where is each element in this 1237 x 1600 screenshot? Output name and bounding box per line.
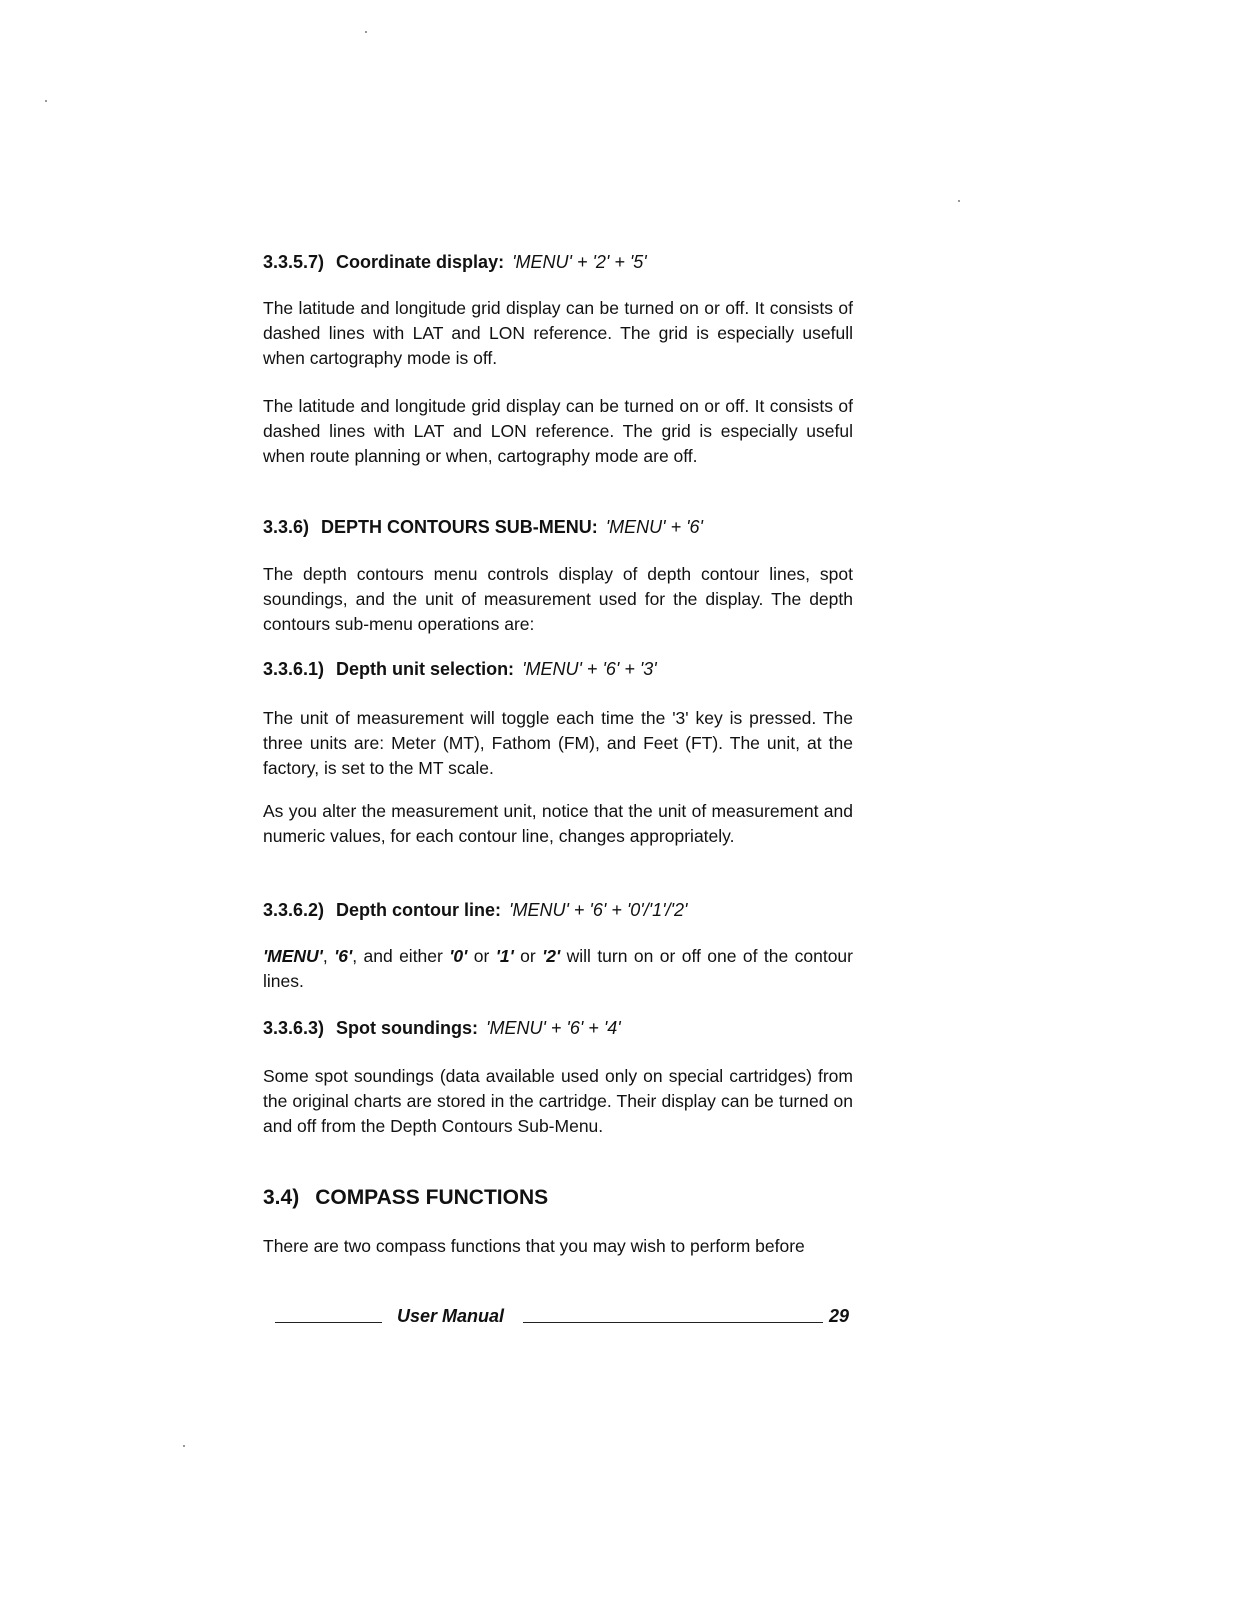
scan-speck: [183, 1445, 185, 1447]
section-title: DEPTH CONTOURS SUB-MENU:: [321, 517, 598, 537]
key-label: '0': [449, 946, 468, 966]
key-label: '6': [334, 946, 353, 966]
section-heading: [263, 250, 853, 274]
paragraph-text: or: [513, 946, 543, 966]
section-number: 3.4): [263, 1186, 300, 1209]
key-sequence: 'MENU' + '6' + '4': [486, 1018, 621, 1038]
paragraph: As you alter the measurement unit, notice that the unit of measurement and numeric values, for each contour line, changes appropriately.: [263, 801, 853, 846]
page-footer: [275, 1306, 853, 1332]
key-label: '2': [542, 946, 561, 966]
scan-speck: [45, 100, 47, 102]
key-sequence: 'MENU' + '6' + '3': [522, 659, 657, 679]
paragraph-text: will turn on or off one of the contour lines.: [263, 946, 853, 991]
scan-speck: [365, 31, 367, 33]
section-heading: [263, 515, 853, 539]
footer-rule: [523, 1322, 823, 1323]
paragraph: There are two compass functions that you may wish to perform before: [263, 1236, 805, 1256]
section-title: Coordinate display:: [336, 252, 505, 272]
section-heading: [263, 1016, 853, 1040]
scan-speck: [958, 200, 960, 202]
chapter-heading: [263, 1184, 853, 1212]
paragraph-text: , and either: [352, 946, 450, 966]
section-number: 3.3.6.2): [263, 900, 325, 920]
paragraph: The latitude and longitude grid display can be turned on or off. It consists of dashed lines with LAT and LON reference. The grid is especially useful when route planning or when, cartography mode are off.: [263, 396, 853, 466]
key-label: '1': [495, 946, 514, 966]
paragraph: The latitude and longitude grid display can be turned on or off. It consists of dashed lines with LAT and LON reference. The grid is especially usefull when cartography mode is off.: [263, 298, 853, 368]
section-title: COMPASS FUNCTIONS: [315, 1186, 549, 1209]
section-title: Spot soundings:: [336, 1018, 479, 1038]
key-label: 'MENU': [263, 946, 323, 966]
footer-rule: [275, 1322, 382, 1323]
paragraph-text: ,: [322, 946, 335, 966]
paragraph: The unit of measurement will toggle each time the '3' key is pressed. The three units are: Meter (MT), Fathom (FM), and Feet (FT). The unit, at the factory, is set to the MT scale.: [263, 708, 853, 778]
section-number: 3.3.6.1): [263, 659, 325, 679]
paragraph: Some spot soundings (data available used only on special cartridges) from the original charts are stored in the cartridge. Their display can be turned on and off from the Depth Contours Sub-Menu.: [263, 1066, 853, 1136]
footer-title: User Manual: [397, 1306, 505, 1326]
section-number: 3.3.6.3): [263, 1018, 325, 1038]
section-number: 3.3.5.7): [263, 252, 325, 272]
page-number: 29: [829, 1306, 850, 1326]
section-title: Depth unit selection:: [336, 659, 515, 679]
paragraph: The depth contours menu controls display of depth contour lines, spot soundings, and the unit of measurement used for the display. The depth contours sub-menu operations are:: [263, 564, 853, 634]
section-heading: [263, 657, 853, 681]
key-sequence: 'MENU' + '6' + '0'/'1'/'2': [509, 900, 688, 920]
paragraph: [263, 944, 853, 994]
paragraph-text: or: [467, 946, 496, 966]
key-sequence: 'MENU' + '2' + '5': [512, 252, 647, 272]
key-sequence: 'MENU' + '6': [605, 517, 703, 537]
section-title: Depth contour line:: [336, 900, 502, 920]
section-heading: [263, 898, 853, 922]
section-number: 3.3.6): [263, 517, 310, 537]
